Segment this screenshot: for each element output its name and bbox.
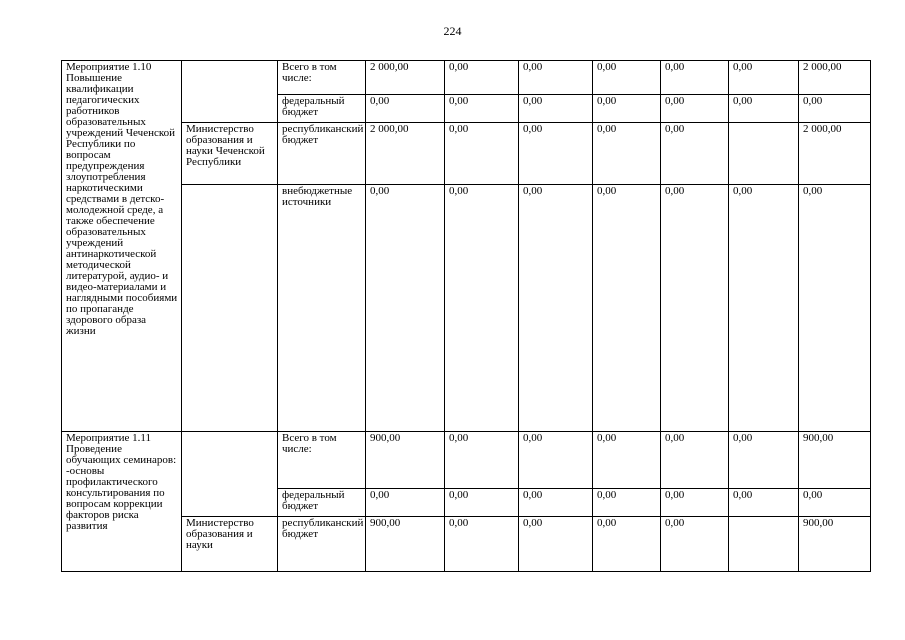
amount-cell: 0,00: [729, 185, 799, 432]
amount-cell: 0,00: [661, 432, 729, 489]
measure-title: Мероприятие 1.10 Повышение квалификации педагогических работников образовательных учреждений Чеченской Республики по вопросам предупреждения злоупотребления наркотическими средствами в детско-молодежной среде, а также обеспечение образовательных учреждений антинаркотической методической литературой, аудио- и видео-материалами и наглядными пособиями по пропаганде здорового образа жизни: [62, 61, 182, 432]
amount-cell: 0,00: [519, 123, 593, 185]
amount-cell: 0,00: [445, 185, 519, 432]
funding-source: федеральный бюджет: [278, 95, 366, 123]
amount-cell: 0,00: [593, 123, 661, 185]
amount-cell: 0,00: [445, 61, 519, 95]
amount-cell: 0,00: [366, 95, 445, 123]
amount-cell: 0,00: [593, 432, 661, 489]
amount-cell: 900,00: [799, 517, 871, 572]
amount-cell: 0,00: [519, 432, 593, 489]
amount-cell: 0,00: [729, 489, 799, 517]
amount-cell: 0,00: [519, 489, 593, 517]
table-row: [62, 185, 871, 432]
amount-cell: 900,00: [366, 517, 445, 572]
amount-cell: 0,00: [661, 185, 729, 432]
amount-cell: 0,00: [799, 95, 871, 123]
amount-cell: 0,00: [445, 489, 519, 517]
amount-cell: 0,00: [593, 489, 661, 517]
amount-cell: 0,00: [729, 61, 799, 95]
amount-cell: 0,00: [445, 95, 519, 123]
amount-cell: 0,00: [593, 185, 661, 432]
measure-title: Мероприятие 1.11 Проведение обучающих семинаров: -основы профилактического консультирования по вопросам коррекции факторов риска развития: [62, 432, 182, 572]
funding-source: Всего в том числе:: [278, 432, 366, 489]
amount-cell: 0,00: [519, 185, 593, 432]
amount-cell: 2 000,00: [799, 123, 871, 185]
executor-cell: Министерство образования и науки: [182, 517, 278, 572]
amount-cell: 0,00: [593, 61, 661, 95]
amount-cell: 2 000,00: [366, 123, 445, 185]
funding-source: федеральный бюджет: [278, 489, 366, 517]
funding-source: Всего в том числе:: [278, 61, 366, 95]
amount-cell: 2 000,00: [799, 61, 871, 95]
amount-cell: [729, 517, 799, 572]
amount-cell: 0,00: [799, 489, 871, 517]
amount-cell: 0,00: [366, 185, 445, 432]
funding-source: республиканский бюджет: [278, 123, 366, 185]
amount-cell: 0,00: [445, 517, 519, 572]
amount-cell: [729, 123, 799, 185]
amount-cell: 0,00: [445, 432, 519, 489]
amount-cell: 2 000,00: [366, 61, 445, 95]
amount-cell: 0,00: [445, 123, 519, 185]
amount-cell: 0,00: [661, 61, 729, 95]
amount-cell: 0,00: [593, 95, 661, 123]
amount-cell: 900,00: [366, 432, 445, 489]
amount-cell: 0,00: [799, 185, 871, 432]
amount-cell: 0,00: [661, 95, 729, 123]
funding-source: республиканский бюджет: [278, 517, 366, 572]
amount-cell: 0,00: [729, 95, 799, 123]
amount-cell: 0,00: [661, 517, 729, 572]
executor-cell: Министерство образования и науки Чеченской Республики: [182, 123, 278, 185]
table-row: [62, 123, 871, 185]
amount-cell: 0,00: [661, 489, 729, 517]
budget-table: [61, 60, 871, 572]
executor-cell: [182, 61, 278, 123]
amount-cell: 0,00: [661, 123, 729, 185]
page-number: 224: [443, 24, 462, 38]
amount-cell: 0,00: [519, 61, 593, 95]
funding-source: внебюджетные источники: [278, 185, 366, 432]
table-row: [62, 61, 871, 95]
executor-cell: [182, 432, 278, 517]
amount-cell: 900,00: [799, 432, 871, 489]
table-row: [62, 517, 871, 572]
amount-cell: 0,00: [519, 517, 593, 572]
amount-cell: 0,00: [366, 489, 445, 517]
executor-cell: [182, 185, 278, 432]
table-row: [62, 432, 871, 489]
amount-cell: 0,00: [729, 432, 799, 489]
amount-cell: 0,00: [593, 517, 661, 572]
amount-cell: 0,00: [519, 95, 593, 123]
